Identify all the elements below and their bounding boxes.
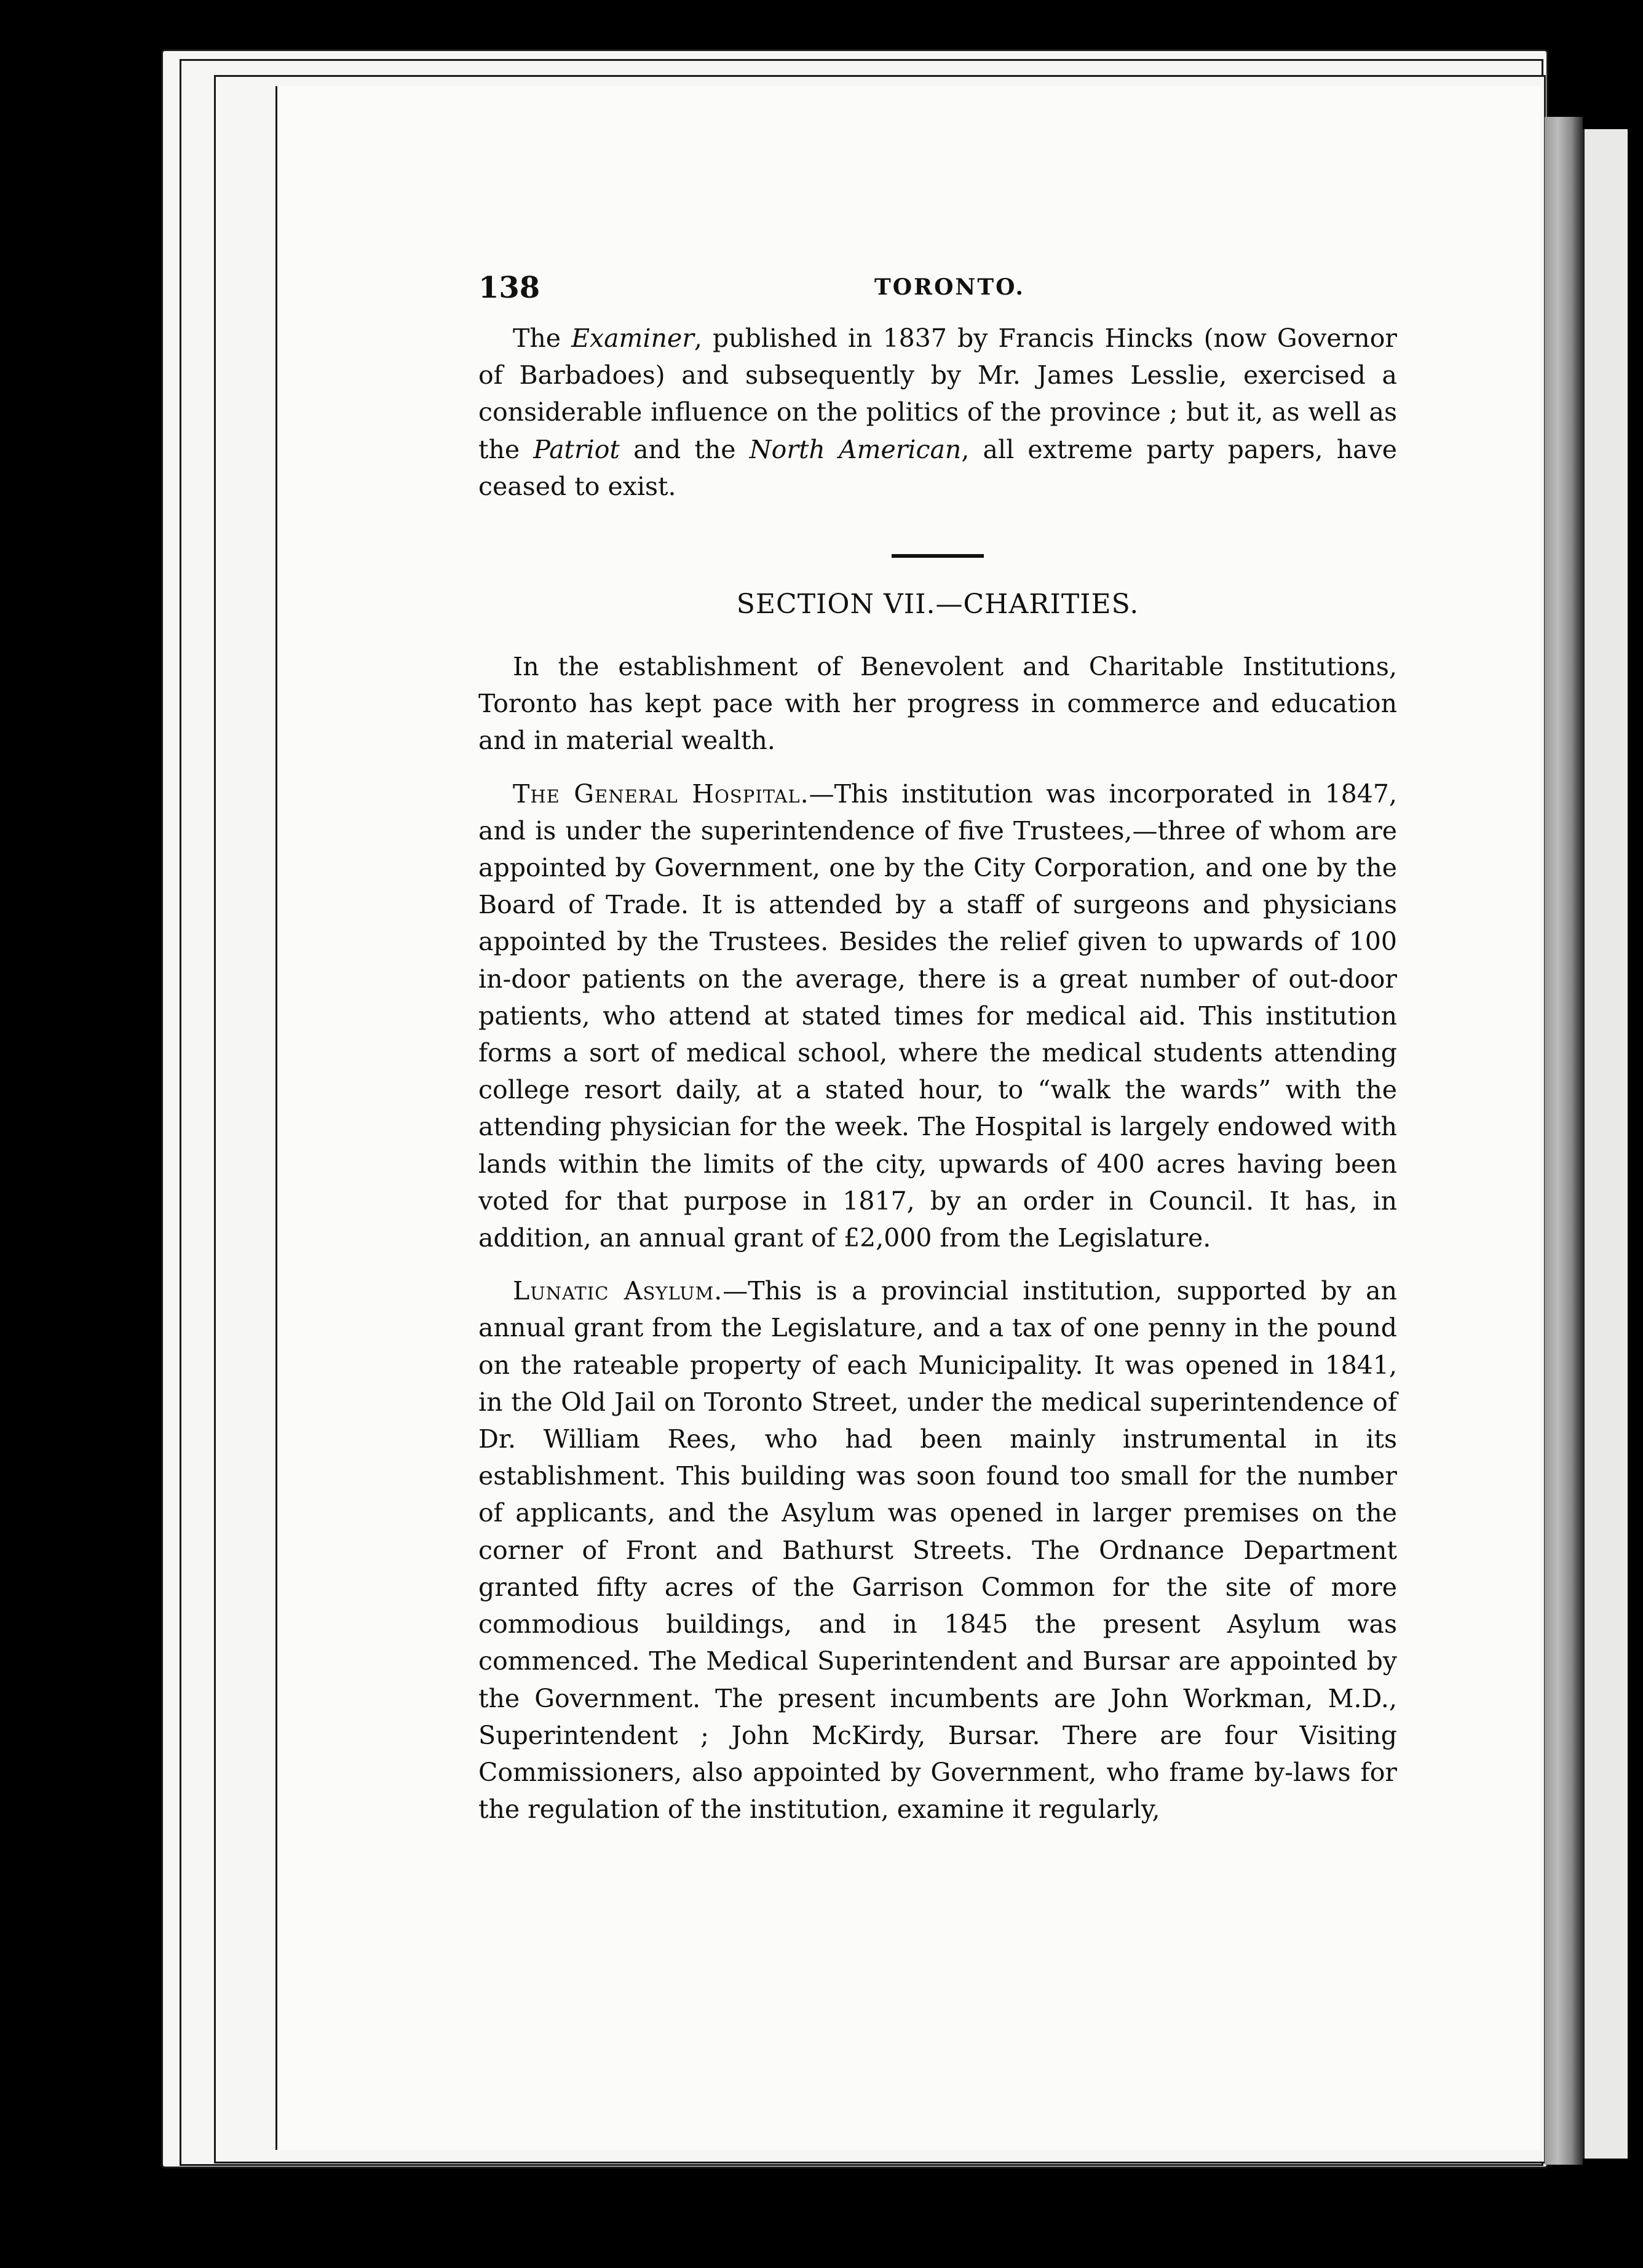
section-heading: SECTION VII.—CHARITIES. (736, 589, 1139, 621)
text-run: The (513, 323, 572, 353)
text-run: and the (619, 434, 750, 464)
page-number: 138 (478, 271, 540, 305)
text-run: , published in 1837 by Francis Hincks (now Governor of Barbadoes) and subsequently by Mr. James Lesslie, exercised a considerable influence on the politics of the province ; but it, as well as the (478, 323, 1397, 464)
italic-title-north-american: North American (749, 434, 962, 464)
charities-intro-paragraph: In the establishment of Benevolent and Charitable Institutions, Toronto has kept pace with her progress in commerce and education and in material wealth. (478, 652, 1397, 756)
italic-title-examiner: Examiner (571, 323, 694, 353)
text-run: , all extreme party papers, have ceased to exist. (478, 434, 1397, 501)
lunatic-asylum-text: —This is a provincial institution, supported by an annual grant from the Legislature, and a tax of one penny in the pound on the rateable property of each Municipality. It was opened in 1841, in the Old Jail on Toronto Street, under the medical superintendence of Dr. William Rees, who had been mainly instrumental in its establishment. This building was soon found too small for the number of applicants, and the Asylum was opened in larger premises on the corner of Front and Bathurst Streets. The Ordnance Department granted fifty acres of the Garrison Common for the site of more commodious buildings, and in 1845 the present Asylum was commenced. The Medical Superintendent and Bursar are appointed by the Government. The present incumbents are John Workman, M.D., Superintendent ; John McKirdy, Bursar. There are four Visiting Commissioners, also appointed by Government, who frame by-laws for the regulation of the institution, examine it regularly, (478, 1276, 1397, 1825)
italic-title-patriot: Patriot (533, 434, 620, 464)
section-divider-rule (892, 554, 984, 558)
lunatic-asylum-title: Lunatic Asylum. (513, 1276, 723, 1306)
lunatic-asylum-paragraph (478, 1272, 1397, 1828)
book-spine-shadow (1545, 117, 1583, 2165)
general-hospital-title: The General Hospital. (513, 779, 809, 809)
general-hospital-paragraph (478, 775, 1397, 1257)
intro-paragraph (478, 320, 1397, 505)
running-head (478, 271, 1397, 320)
running-title: TORONTO. (874, 274, 1025, 300)
general-hospital-text: —This institution was incorporated in 1847, and is under the superintendence of five Trustees,—three of whom are appointed by Government, one by the City Corporation, and one by the Board of Trade. It is attended by a staff of surgeons and physicians appointed by the Trustees. Besides the relief given to upwards of 100 in-door patients on the average, there is a great number of out-door patients, who attend at stated times for medical aid. This institution forms a sort of medical school, where the medical students attending college resort daily, at a stated hour, to “walk the wards” with the attending physician for the week. The Hospital is largely endowed with lands within the limits of the city, upwards of 400 acres having been voted for that purpose in 1817, by an order in Council. It has, in addition, an annual grant of £2,000 from the Legislature. (478, 779, 1397, 1253)
facing-page-edge (1583, 129, 1628, 2159)
page-content (478, 271, 1397, 1828)
